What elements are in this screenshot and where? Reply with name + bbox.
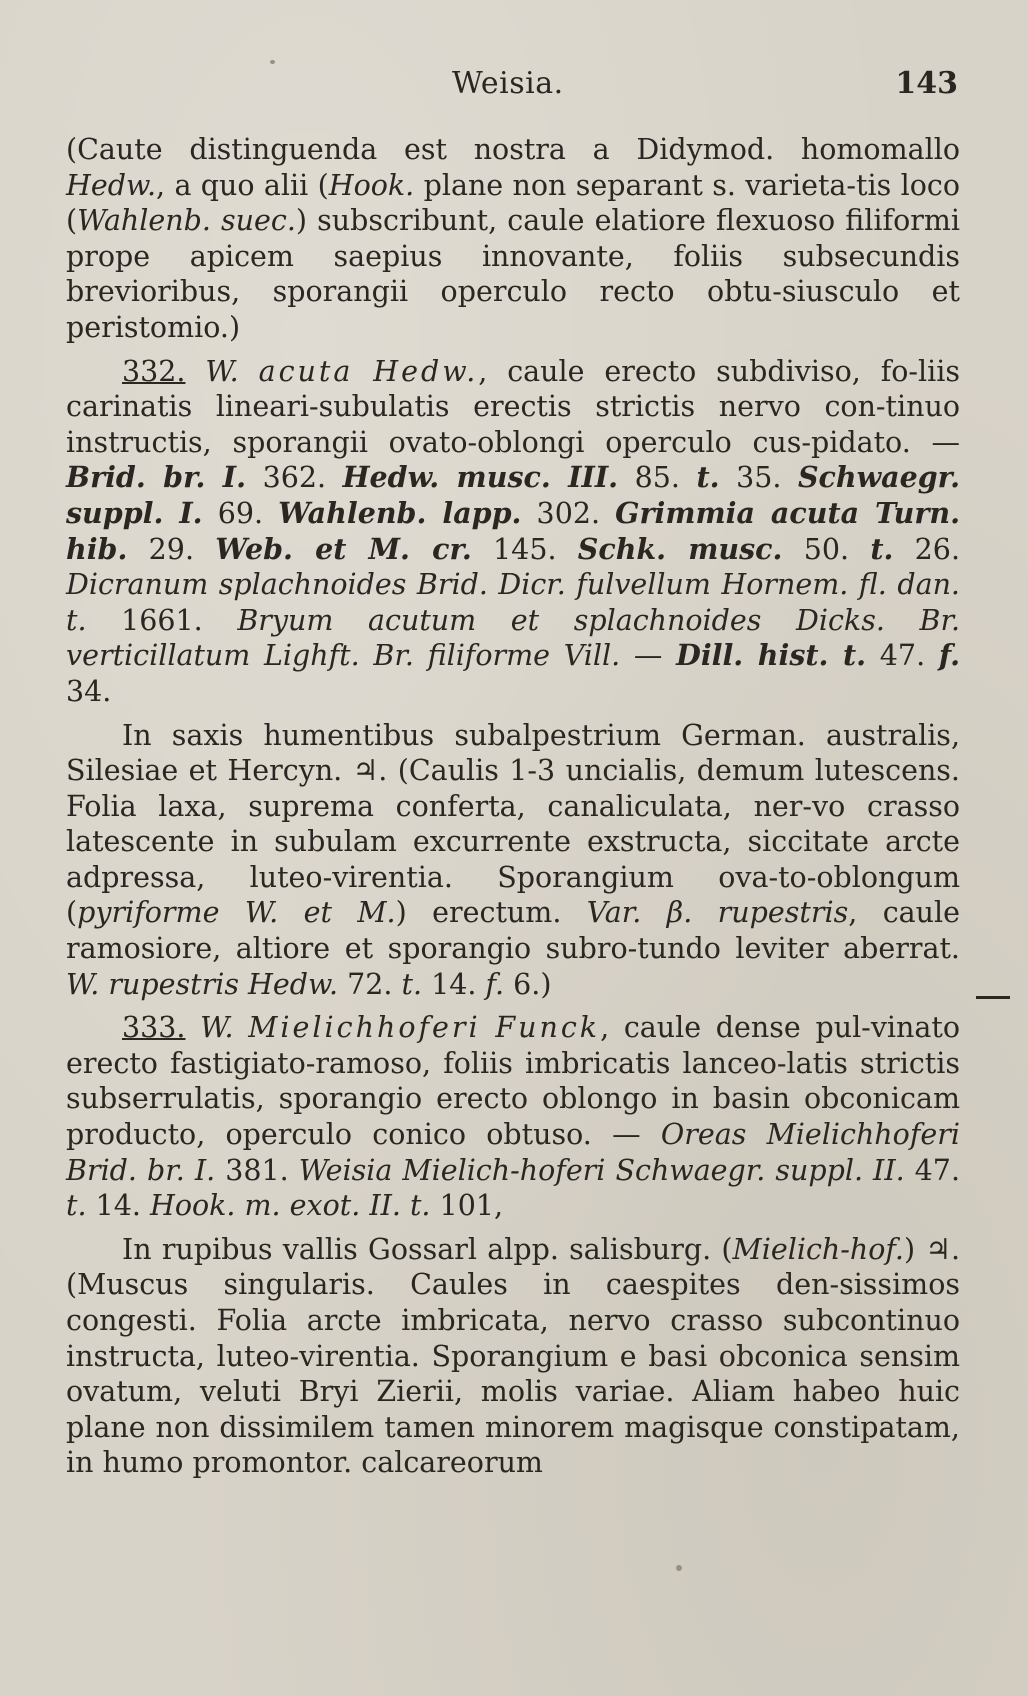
text-run	[185, 355, 205, 388]
paper-speck	[676, 1565, 682, 1571]
citation-bold: f.	[938, 638, 960, 673]
paragraph	[66, 1010, 960, 1224]
text-run: 35.	[719, 461, 798, 495]
italic-text: t.	[401, 967, 423, 1001]
text-run: , a quo alii (	[156, 168, 329, 202]
text-run: 6.)	[504, 967, 552, 1001]
italic-text: Weisia Mielich-hoferi Schwaegr. suppl. II.	[298, 1153, 905, 1187]
text-run: , caule dense pul-vinato erecto fastigiato-ramoso, foliis imbricatis lanceo-latis strictis subserrulatis, sporangio erecto oblongo in basin obconicam producto, operculo conico obtuso. —	[66, 1011, 960, 1152]
text-run: (Caute distinguenda est nostra a Didymod. homomallo	[66, 133, 960, 166]
citation-bold: t.	[870, 531, 894, 566]
text-run: plane non separant s. varieta-tis loco (	[66, 168, 960, 238]
text-run: 381.	[215, 1153, 299, 1187]
text-run: 14.	[86, 1189, 150, 1223]
text-run: ) erectum.	[395, 896, 587, 930]
text-run: ) subscribunt, caule elatiore flexuoso filiformi prope apicem saepius innovante, foliis subsecundis brevioribus, sporangii operculo recto obtu-siusculo et peristomio.)	[66, 204, 960, 344]
paragraph	[66, 1232, 960, 1481]
text-run: 1661.	[86, 603, 238, 637]
paper-speck	[270, 60, 275, 64]
text-run: In saxis humentibus subalpestrium German. australis, Silesiae et Hercyn. ♃. (Caulis 1-3 uncialis, demum lutescens. Folia laxa, suprema conferta, canaliculata, ner-vo crasso latescente in subulam excurrente exstructa, siccitate arcte adpressa, luteo-virentia. Sporangium ova-to-oblongum (	[66, 718, 960, 930]
page-header	[0, 66, 1028, 106]
text-run: 50.	[782, 532, 871, 566]
citation-bold: t.	[696, 460, 720, 495]
species-name: Funck	[495, 1011, 601, 1045]
italic-text: W.	[200, 1011, 249, 1045]
text-run	[353, 355, 373, 388]
text-run	[185, 1011, 200, 1044]
text-run: 101,	[430, 1189, 504, 1223]
page-number: 143	[895, 66, 958, 101]
paragraph	[66, 354, 960, 710]
italic-text: W.	[205, 354, 259, 388]
species-name: acuta	[258, 354, 354, 388]
italic-text: Hedw.	[66, 168, 157, 202]
text-run: 302.	[521, 496, 616, 530]
italic-text: Var. β. rupestris	[586, 896, 849, 930]
italic-text: W. rupestris Hedw.	[66, 967, 339, 1001]
text-run: 69.	[202, 496, 279, 530]
text-run: —	[620, 639, 677, 673]
citation-bold: Schk. musc.	[577, 531, 783, 566]
citation-bold: Web. et M. cr.	[215, 531, 472, 566]
species-name: Hedw.	[373, 354, 479, 388]
italic-text: Hook. m. exot. II. t.	[149, 1189, 431, 1223]
text-run: 47.	[866, 639, 939, 673]
text-run: 29.	[127, 532, 216, 566]
text-run: 47.	[904, 1153, 960, 1187]
text-run: 145.	[471, 532, 578, 566]
citation-bold: Hedw. musc. III.	[342, 460, 619, 495]
citation-bold: Brid. br. I.	[66, 460, 247, 495]
italic-text: Hook.	[328, 168, 415, 202]
body-text	[66, 132, 960, 1481]
italic-text: pyriforme W. et M.	[77, 896, 396, 930]
citation-bold: Dill. hist. t.	[676, 638, 867, 673]
text-run: 72.	[338, 967, 402, 1001]
text-run: , caule ramosiore, altiore et sporangio subro-tundo leviter aberrat.	[66, 896, 960, 966]
species-number: 332.	[122, 354, 186, 388]
text-run: In rupibus vallis Gossarl alpp. salisburg. (	[122, 1232, 733, 1266]
text-run	[481, 1011, 496, 1044]
species-name: Mielichhoferi	[248, 1011, 481, 1045]
citation-bold: Wahlenb. lapp.	[278, 495, 522, 530]
italic-text: Bryum acutum et splachnoides Dicks. Br. verticillatum Lighft. Br. filiforme Vill.	[66, 603, 961, 673]
italic-text: Mielich-hof.	[732, 1232, 904, 1266]
paragraph	[66, 132, 960, 346]
text-run: , caule erecto subdiviso, fo-liis carinatis lineari-subulatis erectis strictis nervo con-tinuo instructis, sporangii ovato-oblongi operculo cus-pidato. —	[66, 354, 960, 459]
citation-bold: Grimmia acuta Turn. hib.	[66, 495, 961, 566]
paragraph	[66, 718, 960, 1003]
italic-text: f.	[485, 967, 505, 1001]
italic-text: t.	[66, 1189, 87, 1223]
text-run: 26.	[893, 532, 960, 566]
italic-text: Dicranum splachnoides Brid. Dicr. fulvellum Hornem. fl. dan. t.	[66, 568, 960, 637]
species-number: 333.	[122, 1011, 186, 1045]
text-run: ) ♃. (Muscus singularis. Caules in caespites den-sissimos congesti. Folia arcte imbricata, nervo crasso subcontinuo instructa, luteo-virentia. Sporangium e basi obconica sensim ovatum, veluti Bryi Zierii, molis variae. Aliam habeo huic plane non dissimilem tamen minorem magisque constipatam, in humo promontor. calcareorum	[66, 1232, 960, 1480]
italic-text: Oreas Mielichhoferi Brid. br. I.	[66, 1118, 960, 1187]
text-run: 85.	[618, 461, 697, 495]
margin-mark	[976, 996, 1010, 999]
text-run: 362.	[246, 461, 343, 495]
text-run: 34.	[66, 674, 112, 708]
italic-text: Wahlenb. suec.	[77, 204, 296, 238]
citation-bold: Schwaegr. suppl. I.	[66, 460, 960, 530]
text-run: 14.	[422, 967, 486, 1001]
running-title: Weisia.	[452, 66, 564, 101]
